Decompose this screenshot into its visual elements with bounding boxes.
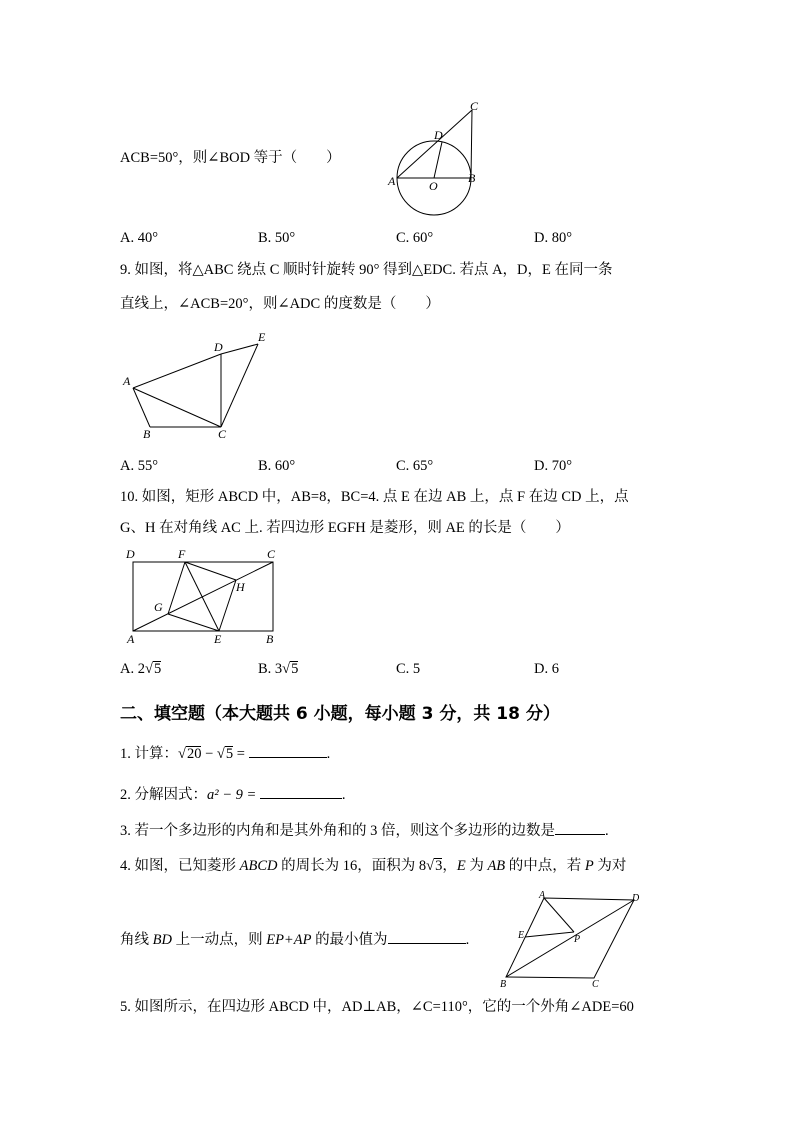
q4-label-A: A — [539, 890, 546, 901]
q10-label-A: A — [127, 632, 135, 646]
q9-triangle-figure — [118, 330, 278, 445]
fill-q3-answer-blank[interactable] — [555, 820, 605, 835]
q4-label-B: B — [500, 979, 507, 990]
section-heading: 二、填空题（本大题共 6 小题，每小题 3 分，共 18 分） — [120, 704, 560, 724]
q9-option-d: D. 70° — [534, 458, 573, 474]
q10-label-B: B — [266, 632, 274, 646]
q10-rectangle-figure — [118, 543, 288, 648]
fill-q2: 2. 分解因式：a² − 9 = . — [120, 784, 346, 805]
q8-text: ACB=50°，则∠BOD 等于（ ） — [120, 150, 341, 166]
q4-rhombus-figure — [496, 890, 646, 990]
q9-line2: 直线上，∠ACB=20°，则∠ADC 的度数是（ ） — [120, 296, 440, 312]
q10-option-d: D. 6 — [534, 661, 559, 677]
q9-option-a: A. 55° — [120, 458, 159, 474]
q9-label-B: B — [143, 427, 151, 441]
fill-q5: 5. 如图所示，在四边形 ABCD 中，AD⊥AB，∠C=110°，它的一个外角∠ADE=60 — [120, 999, 634, 1015]
fill-q1-answer-blank[interactable] — [249, 743, 327, 758]
q8-option-d: D. 80° — [534, 230, 573, 246]
q4-label-D: D — [632, 893, 640, 904]
q10-option-b: B. 3√5 — [258, 661, 299, 677]
q10-label-C: C — [267, 547, 276, 561]
q8-label-B: B — [468, 171, 476, 185]
fill-q3: 3. 若一个多边形的内角和是其外角和的 3 倍，则这个多边形的边数是 . — [120, 820, 609, 841]
q8-label-A: A — [388, 174, 396, 188]
fill-q4-line1: 4. 如图，已知菱形 ABCD 的周长为 16，面积为 8√3，E 为 AB 的中点，若 P 为对 — [120, 858, 627, 874]
q10-label-H: H — [236, 580, 245, 594]
q9-label-C: C — [218, 427, 227, 441]
q10-option-c: C. 5 — [396, 661, 421, 677]
q9-option-c: C. 65° — [396, 458, 434, 474]
q10-option-a: A. 2√5 — [120, 661, 162, 677]
q8-label-O: O — [429, 179, 438, 193]
q8-option-a: A. 40° — [120, 230, 159, 246]
q8-label-D: D — [434, 128, 443, 142]
q10-line1: 10. 如图，矩形 ABCD 中，AB=8，BC=4. 点 E 在边 AB 上，点 F 在边 CD 上，点 — [120, 489, 629, 505]
q8-circle-figure — [384, 98, 494, 218]
q9-label-D: D — [214, 340, 223, 354]
q4-label-P: P — [574, 934, 581, 945]
q10-label-G: G — [154, 600, 163, 614]
q8-option-b: B. 50° — [258, 230, 296, 246]
q4-label-C: C — [592, 979, 599, 990]
fill-q4-line2: 角线 BD 上一动点，则 EP+AP 的最小值为 . — [120, 929, 469, 950]
q9-option-b: B. 60° — [258, 458, 296, 474]
q8-label-C: C — [470, 99, 479, 113]
fill-q4-answer-blank[interactable] — [388, 929, 466, 944]
q8-option-c: C. 60° — [396, 230, 434, 246]
q10-label-E: E — [214, 632, 222, 646]
q10-label-F: F — [178, 547, 186, 561]
q4-label-E: E — [518, 930, 525, 941]
fill-q2-answer-blank[interactable] — [260, 784, 342, 799]
q9-line1: 9. 如图，将△ABC 绕点 C 顺时针旋转 90° 得到△EDC. 若点 A，D，E 在同一条 — [120, 262, 613, 278]
fill-q1: 1. 计算：√20 − √5 = . — [120, 743, 330, 764]
q10-line2: G、H 在对角线 AC 上. 若四边形 EGFH 是菱形，则 AE 的长是（ ） — [120, 520, 570, 536]
q10-label-D: D — [126, 547, 135, 561]
q9-label-E: E — [258, 330, 266, 344]
q9-label-A: A — [123, 374, 131, 388]
